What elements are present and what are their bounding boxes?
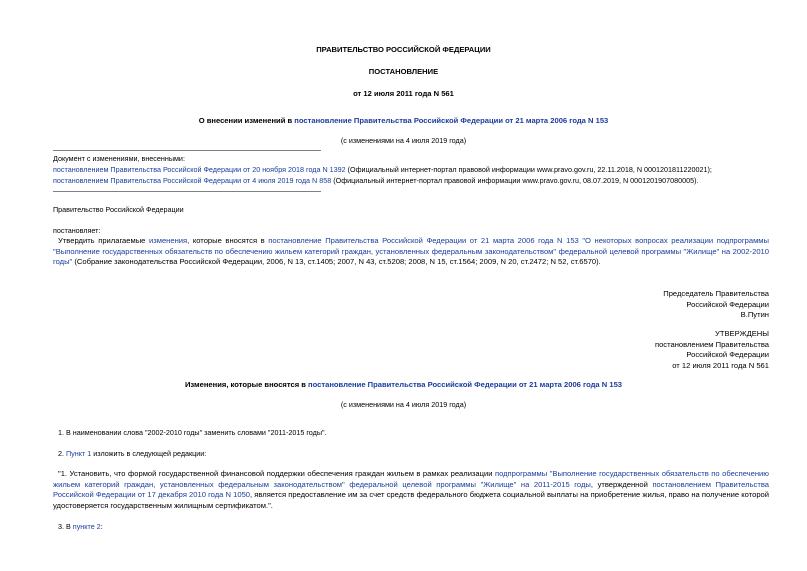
item-3-text-a: 3. В (58, 522, 73, 531)
government-label: Правительство Российской Федерации (53, 205, 184, 214)
change-text-1: (Официальный интернет-портал правовой информации www.pravo.gov.ru, 22.11.2018, N 0001201811220021); (345, 165, 712, 174)
approved-line-4: от 12 июля 2011 года N 561 (672, 360, 769, 370)
change-line-2 (53, 176, 699, 187)
resolution-paragraph (53, 236, 769, 268)
resolution-153-link[interactable]: постановление Правительства Российской Федерации от 21 марта 2006 года N 153 "О некоторых вопросах реализации подпрограммы "Выполнение государственных обязательств по обеспечению жильем категорий граждан, установленных федеральным законодательством" федеральной целевой программы "Жилище" на 2002-2010 годы" (53, 236, 769, 267)
changes-link[interactable]: изменения (149, 236, 188, 245)
change-link-1[interactable]: постановлением Правительства Российской Федерации от 20 ноября 2018 года N 1392 (53, 165, 346, 174)
signature-line-3: В.Путин (740, 310, 769, 320)
divider-top (53, 150, 321, 151)
quote-text-b: , утвержденной (590, 479, 653, 489)
item-2-text-a: 2. (58, 449, 66, 458)
signature-block (663, 289, 769, 321)
changes-heading-prefix: Изменения, которые вносятся в (184, 380, 309, 389)
item-3 (58, 522, 103, 533)
change-text-2: (Официальный интернет-портал правовой информации www.pravo.gov.ru, 08.07.2019, N 0001201907080005). (331, 176, 699, 185)
item-3-text-b: : (100, 522, 103, 531)
item-2-link[interactable]: Пункт 1 (66, 449, 92, 458)
signature-line-1: Председатель Правительства (663, 289, 769, 298)
item-1: 1. В наименовании слова "2002-2010 годы" заменить словами "2011-2015 годы". (58, 428, 327, 437)
title-edition: (с изменениями на 4 июля 2019 года) (340, 136, 467, 145)
changes-intro: Документ с изменениями, внесенными: (53, 154, 185, 163)
approved-block (655, 329, 769, 371)
p1-text-a: Утвердить прилагаемые (58, 236, 149, 245)
subprogram-link[interactable]: подпрограммы "Выполнение государственных обязательств по обеспечению жильем категорий граждан, установленных федеральным законодательством" федеральной целевой программы "Жилище" на 2011-2015 годы (53, 469, 769, 489)
changes-heading-link[interactable]: постановление Правительства Российской Федерации от 21 марта 2006 года N 153 (308, 380, 623, 389)
item-2 (58, 449, 206, 460)
government-header: ПРАВИТЕЛЬСТВО РОССИЙСКОЙ ФЕДЕРАЦИИ (316, 45, 491, 54)
change-line-1 (53, 165, 712, 176)
title-link[interactable]: постановление Правительства Российской Федерации от 21 марта 2006 года N 153 (294, 116, 609, 125)
p1-text-b: , которые вносятся в (187, 236, 269, 245)
resolves-label: постановляет: (53, 226, 101, 235)
approved-line-1: УТВЕРЖДЕНЫ (715, 329, 769, 338)
approved-line-2: постановлением Правительства (654, 339, 769, 349)
divider-bottom (53, 191, 321, 192)
approved-line-3: Российской Федерации (686, 350, 769, 360)
resolution-1050-link[interactable]: постановлением Правительства Российской Федерации от 17 декабря 2010 года N 1050 (53, 479, 769, 500)
quote-text-c: , является предоставление им за счет средств федерального бюджета социальной выплаты на приобретение жилья, право на получение которой удостоверяется государственным жилищным сертификатом.". (53, 490, 770, 510)
signature-line-2: Российской Федерации (686, 299, 769, 309)
quoted-paragraph (53, 469, 769, 511)
p1-text-c: (Собрание законодательства Российской Федерации, 2006, N 13, ст.1405; 2007, N 43, ст.5208; 2008, N 15, ст.1564; 2009, N 20, ст.2472; N 52, ст.6570). (72, 257, 601, 267)
change-link-2[interactable]: постановлением Правительства Российской Федерации от 4 июля 2019 года N 858 (53, 176, 332, 185)
title-prefix: О внесении изменений в (198, 116, 295, 125)
item-3-link[interactable]: пункте 2 (72, 522, 101, 531)
document-title (0, 116, 807, 127)
changes-edition: (с изменениями на 4 июля 2019 года) (340, 400, 467, 409)
item-2-text-b: изложить в следующей редакции: (91, 449, 207, 458)
quote-text-a: "1. Установить, что формой государственной финансовой поддержки обеспечения граждан жильем в рамках реализации (58, 469, 495, 478)
changes-heading (0, 380, 807, 391)
document-date: от 12 июля 2011 года N 561 (353, 89, 454, 98)
document-type: ПОСТАНОВЛЕНИЕ (368, 67, 439, 76)
